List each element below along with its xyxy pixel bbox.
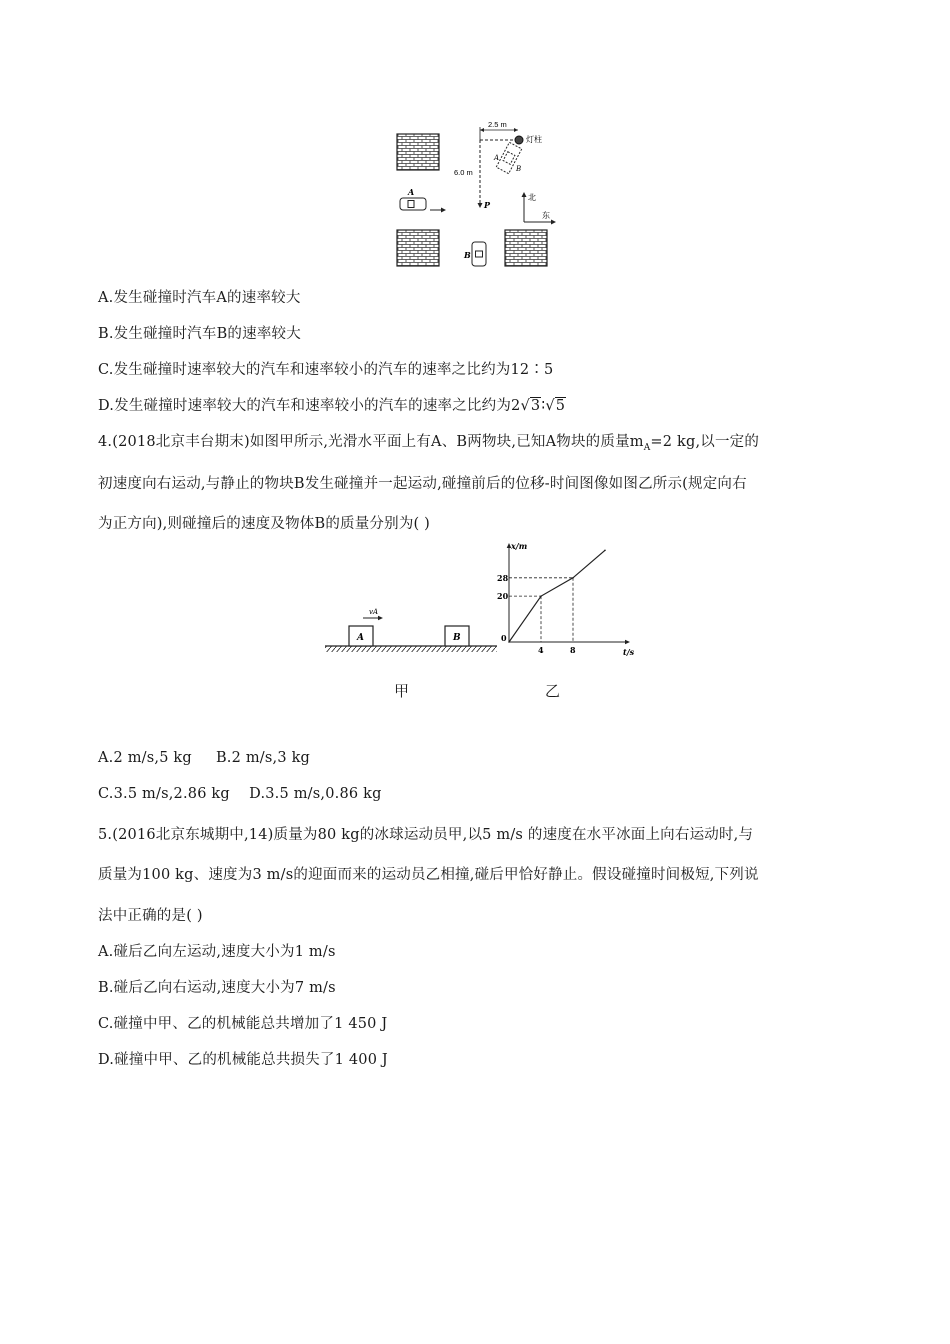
series-line-xt: [509, 550, 605, 642]
q5-line-2: 质量为100 kg、速度为3 m/s的迎面而来的运动员乙相撞,碰后甲恰好静止。假设碰撞时间极短,下列说: [98, 867, 759, 883]
q4-options-row-2: C.3.5 m/s,2.86 kg D.3.5 m/s,0.86 kg: [98, 786, 382, 802]
lamp-pole-icon: [515, 136, 523, 144]
car-b-label: B: [464, 250, 471, 260]
velocity-label: vA: [369, 608, 379, 616]
car-b-icon: [472, 242, 486, 266]
q4-line-3: 为正方向),则碰撞后的速度及物体B的质量分别为( ): [98, 516, 431, 532]
small-b-label: B: [516, 165, 522, 173]
small-a-label: A: [494, 154, 500, 162]
x-axis-label: t/s: [623, 647, 635, 657]
data-point-0: [508, 641, 510, 643]
dist-label: 2.5 m: [488, 120, 507, 129]
building-bottom-left: [397, 230, 439, 266]
data-point-3: [604, 549, 606, 551]
q5-option-a: A.碰后乙向左运动,速度大小为1 m/s: [98, 944, 336, 960]
north-label: 北: [528, 193, 536, 202]
q5-line-1: 5.(2016北京东城期中,14)质量为80 kg的冰球运动员甲,以5 m/s 的速度在水平冰面上向右运动时,与: [98, 827, 754, 843]
data-point-1: [540, 595, 542, 597]
xt-chart: [497, 538, 637, 658]
y-axis-label: x/m: [511, 541, 528, 551]
q3-option-d: [98, 394, 566, 415]
q4-line-2: 初速度向右运动,与静止的物块B发生碰撞并一起运动,碰撞前后的位移-时间图像如图乙所示(规定向右: [98, 476, 747, 492]
pole-label: 灯柱: [526, 135, 542, 144]
building-top-left: [397, 134, 439, 170]
car-a-icon: [400, 198, 426, 210]
q4-options-row-1: A.2 m/s,5 kg B.2 m/s,3 kg: [98, 750, 311, 766]
ground-hatch: [325, 646, 497, 652]
y-tick-28: 28: [497, 572, 509, 583]
x-axis-arrow: [625, 640, 630, 645]
x-tick-8: 8: [570, 645, 576, 655]
sqrt-5: √5: [545, 398, 566, 414]
q3-option-c: C.发生碰撞时速率较大的汽车和速率较小的汽车的速率之比约为12∶5: [98, 362, 554, 378]
caption-jia: 甲: [394, 682, 410, 700]
q3-option-a: A.发生碰撞时汽车A的速率较大: [98, 290, 301, 306]
ratio-sep: ∶: [541, 398, 546, 414]
q5-option-b: B.碰后乙向右运动,速度大小为7 m/s: [98, 980, 336, 996]
y-tick-20: 20: [497, 591, 509, 602]
intersection-figure: [392, 118, 562, 270]
x-tick-0: 0: [501, 633, 507, 643]
caption-yi: 乙: [545, 682, 561, 700]
q4-line-1: 4.(2018北京丰台期末)如图甲所示,光滑水平面上有A、B两物块,已知A物块的质量$m_A=2$ kg,以一定的: [98, 434, 760, 453]
sqrt-3: √3: [520, 398, 541, 414]
block-b-label: B: [453, 633, 461, 643]
block-a-label: A: [357, 633, 364, 643]
q5-option-c: C.碰撞中甲、乙的机械能总共增加了1 450 J: [98, 1016, 388, 1032]
point-p-label: P: [484, 200, 491, 210]
car-a-label: A: [408, 187, 415, 197]
q3-option-b: B.发生碰撞时汽车B的速率较大: [98, 326, 301, 342]
data-point-2: [572, 577, 574, 579]
figure-jia: [325, 606, 497, 656]
q5-line-3: 法中正确的是( ): [98, 908, 203, 924]
building-bottom-right: [505, 230, 547, 266]
x-tick-4: 4: [538, 645, 544, 655]
east-label: 东: [542, 211, 550, 220]
q5-option-d: D.碰撞中甲、乙的机械能总共损失了1 400 J: [98, 1052, 388, 1068]
height-label: 6.0 m: [454, 168, 473, 177]
q3-option-d-text: D.发生碰撞时速率较大的汽车和速率较小的汽车的速率之比约为2: [98, 398, 521, 414]
